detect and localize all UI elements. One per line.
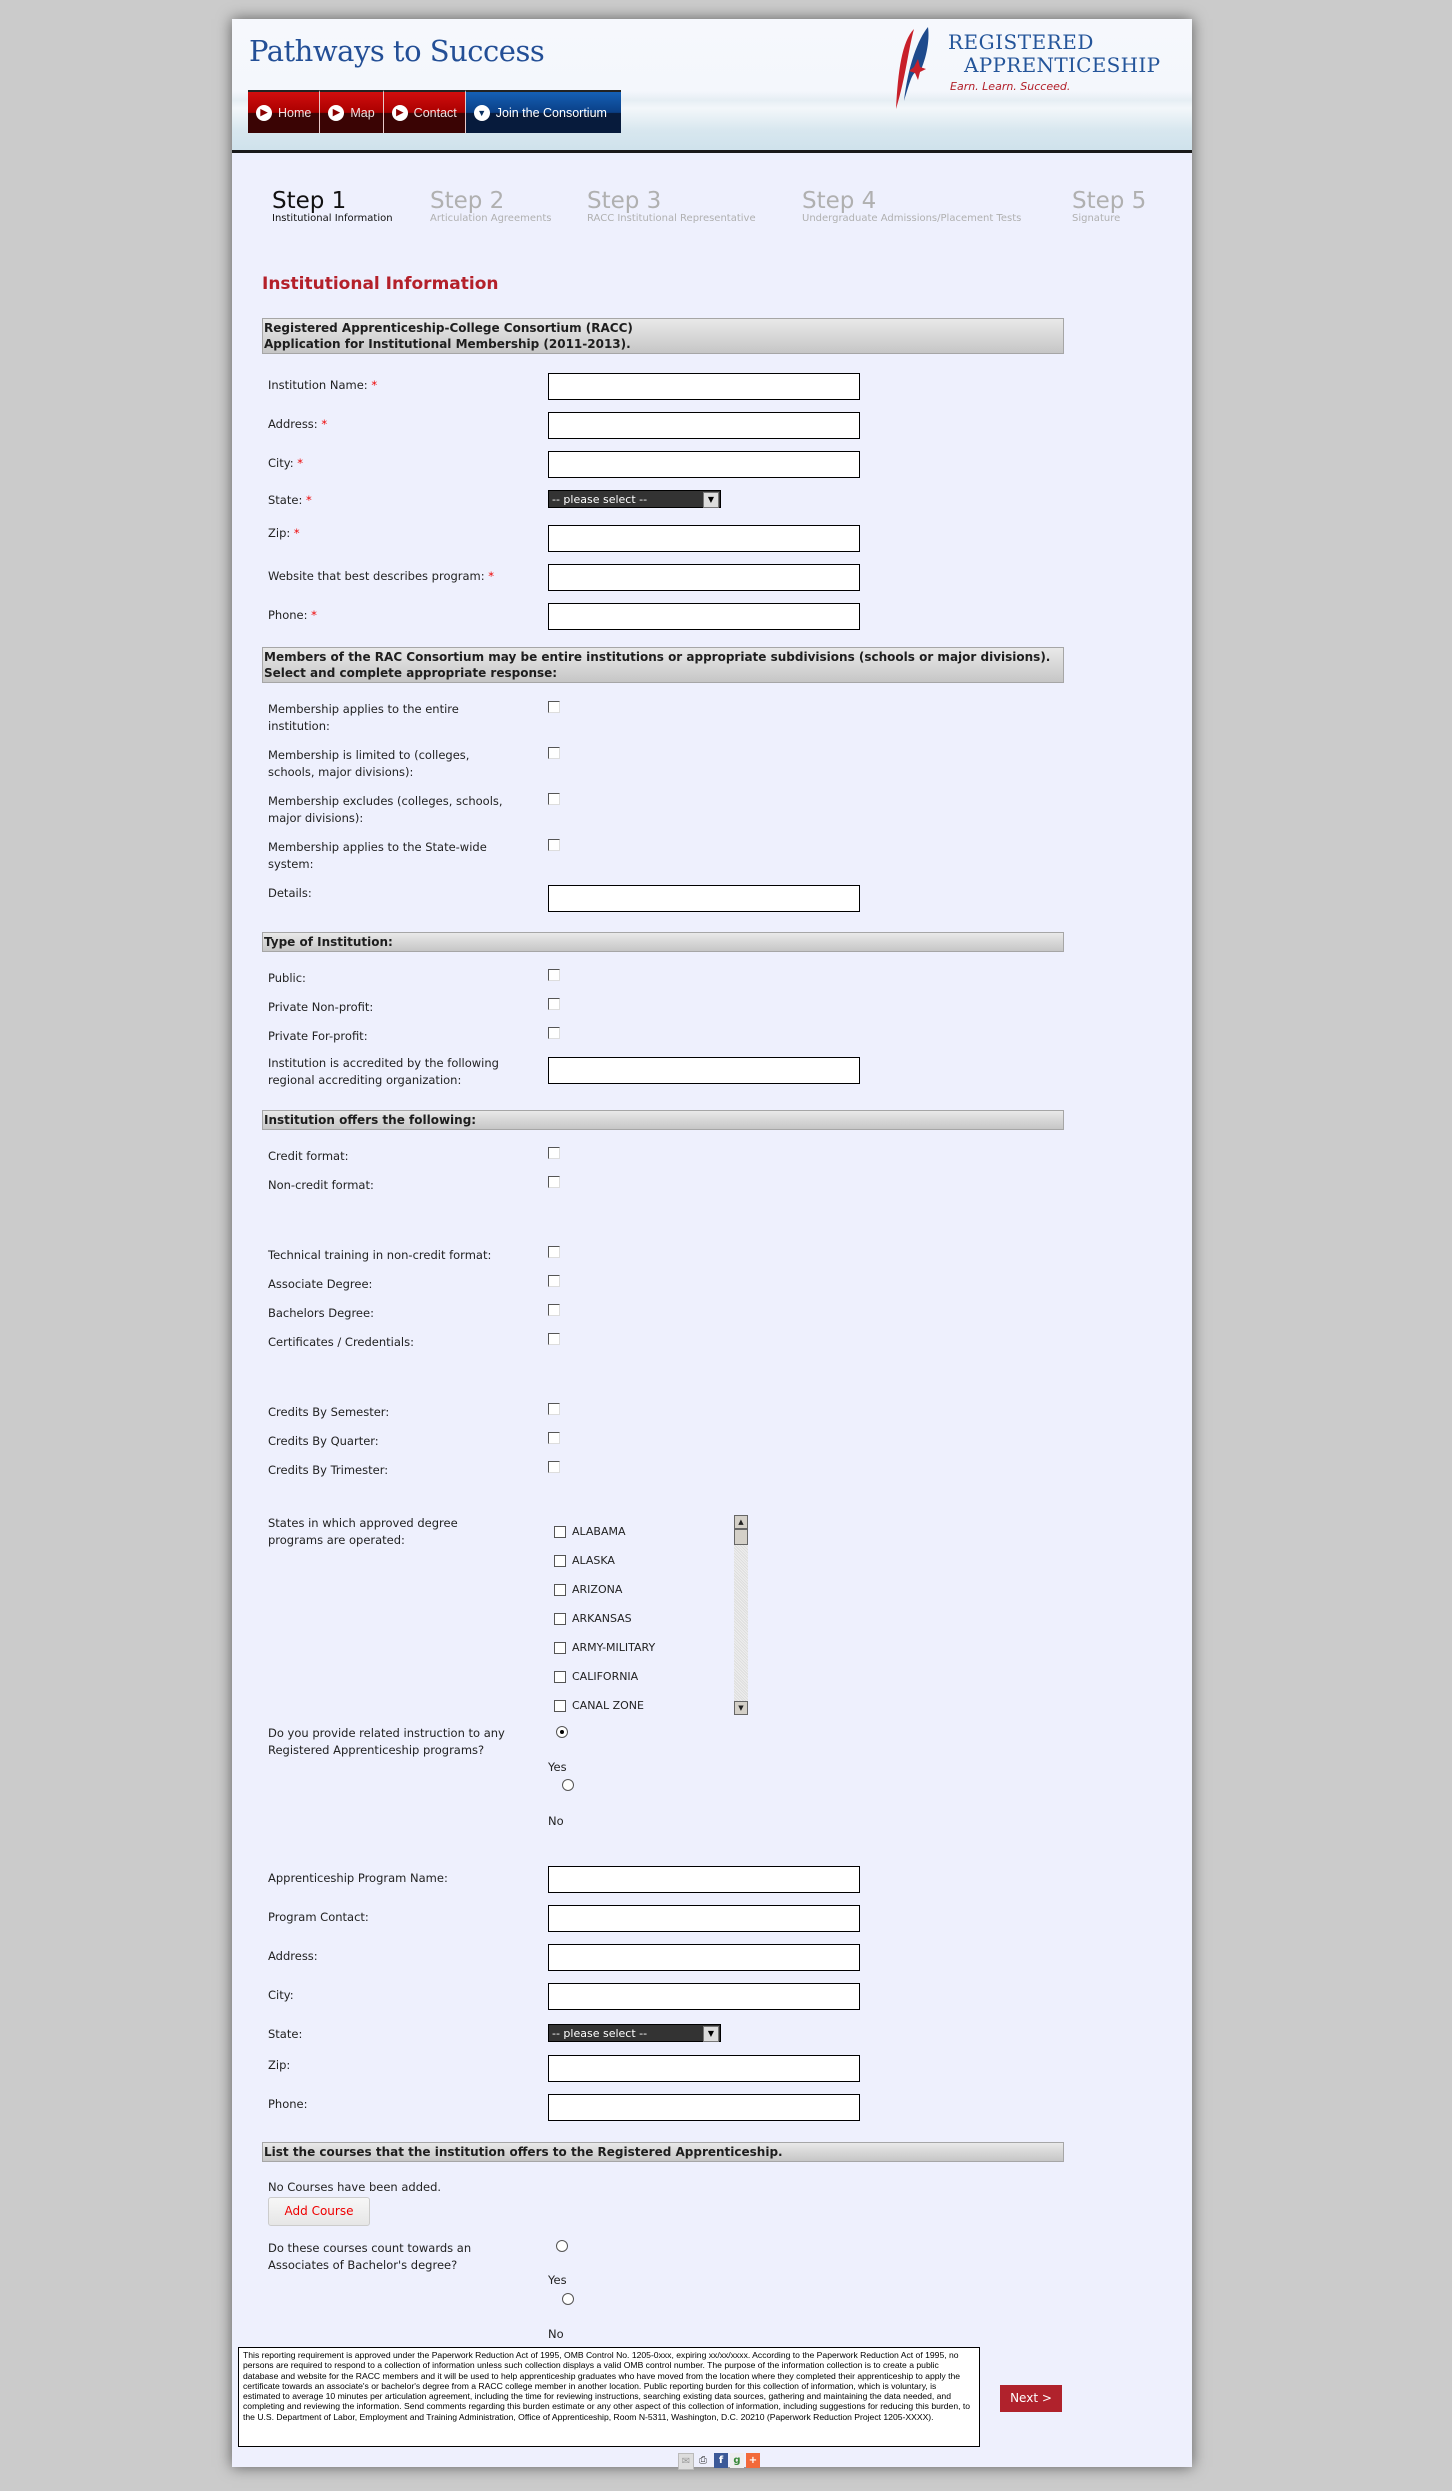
public-label: Public: [268, 971, 306, 985]
yes-label: Yes [548, 1760, 567, 1774]
technical-training-label: Technical training in non-credit format: [268, 1248, 492, 1262]
forprofit-label: Private For-profit: [268, 1029, 368, 1043]
chevron-down-icon: ▼ [703, 492, 719, 508]
degree-question-label: Do these courses count towards an Associates of Bachelor's degree? [268, 2241, 472, 2272]
membership-limited-label: Membership is limited to (colleges, schools, major divisions): [268, 748, 470, 779]
technical-training-checkbox[interactable] [548, 1246, 560, 1258]
nav-join-consortium[interactable] [466, 90, 621, 133]
public-checkbox[interactable] [548, 969, 560, 981]
accredited-input[interactable] [548, 1057, 860, 1084]
details-input[interactable] [548, 885, 860, 912]
state-option[interactable]: ALABAMA [554, 1525, 626, 1538]
circle-arrow-right-icon: ▶ [256, 105, 272, 121]
city-label: City: * [268, 456, 303, 470]
forprofit-checkbox[interactable] [548, 1027, 560, 1039]
step-title: Step 2 [430, 188, 505, 214]
circle-arrow-down-icon: ▼ [474, 105, 490, 121]
program-state-label: State: [268, 2027, 303, 2041]
website-input[interactable] [548, 564, 860, 591]
next-button[interactable]: Next > [1000, 2385, 1062, 2412]
website-label: Website that best describes program: * [268, 569, 495, 583]
membership-statewide-label: Membership applies to the State-wide system: [268, 840, 487, 871]
state-option[interactable]: CANAL ZONE [554, 1699, 644, 1712]
bachelors-degree-checkbox[interactable] [548, 1304, 560, 1316]
membership-entire-checkbox[interactable] [548, 701, 560, 713]
section-header-offers: Institution offers the following: [262, 1110, 1064, 1130]
state-option[interactable]: CALIFORNIA [554, 1670, 638, 1683]
program-contact-label: Program Contact: [268, 1910, 369, 1924]
section-header-application [262, 318, 1064, 354]
step-title: Step 5 [1072, 188, 1147, 214]
membership-limited-checkbox[interactable] [548, 747, 560, 759]
address-label: Address: * [268, 417, 328, 431]
program-phone-label: Phone: [268, 2097, 308, 2111]
city-input[interactable] [548, 451, 860, 478]
associate-degree-checkbox[interactable] [548, 1275, 560, 1287]
credits-trimester-checkbox[interactable] [548, 1461, 560, 1473]
membership-entire-label: Membership applies to the entire institution: [268, 702, 459, 733]
program-city-input[interactable] [548, 1983, 860, 2010]
checkbox[interactable] [554, 1613, 566, 1625]
related-instruction-yes-radio[interactable] [556, 1726, 568, 1738]
scroll-thumb[interactable] [734, 1529, 748, 1545]
google-icon[interactable]: g [730, 2453, 744, 2468]
credits-semester-label: Credits By Semester: [268, 1405, 390, 1419]
checkbox[interactable] [554, 1584, 566, 1596]
certificates-checkbox[interactable] [548, 1333, 560, 1345]
nav-contact[interactable] [384, 90, 466, 133]
facebook-icon[interactable]: f [714, 2453, 728, 2468]
logo-tagline: Earn. Learn. Succeed. [950, 80, 1071, 93]
checkbox[interactable] [554, 1642, 566, 1654]
scroll-up-icon[interactable]: ▲ [734, 1515, 748, 1529]
paperwork-disclaimer: This reporting requirement is approved under the Paperwork Reduction Act of 1995, OMB Control No. 1205-0xxx, expiring xx/xx/xxxx. According to the Paperwork Reduction Act of 1995, no persons are required to respond to a collection of information unless such collection displays a valid OMB control number. The purpose of the information collection is to create a public database and website for the RACC members and it will be used to help apprenticeship graduates who have moved from the location where they completed their apprenticeship to apply the certificate towards an associate's or bachelor's degree from a RACC college member in another location. Public reporting burden for this collection of information, which is voluntary, is estimated to average 10 minutes per articulation agreement, including the time for reviewing instructions, searching existing data sources, gathering and maintaining the data needed, and completing and reviewing the information. Send comments regarding this burden estimate or any other aspect of this collection of information, including suggestions for reducing this burden, to the U.S. Department of Labor, Employment and Training Administration, Office of Apprenticeship, Room N-5311, Washington, D.C. 20210 (Paperwork Reduction Project 1205-XXXX). [238, 2347, 980, 2447]
nav-label: Join the Consortium [495, 105, 607, 120]
step-5[interactable] [1072, 189, 1146, 224]
nav-label: Contact [413, 105, 457, 120]
phone-label: Phone: * [268, 608, 317, 622]
add-share-icon[interactable]: + [746, 2453, 760, 2468]
noncredit-format-checkbox[interactable] [548, 1176, 560, 1188]
required-mark: * [488, 569, 495, 583]
nav-home[interactable] [248, 90, 320, 133]
credits-quarter-label: Credits By Quarter: [268, 1434, 379, 1448]
credits-semester-checkbox[interactable] [548, 1403, 560, 1415]
program-address-input[interactable] [548, 1944, 860, 1971]
checkbox[interactable] [554, 1671, 566, 1683]
add-course-button[interactable]: Add Course [268, 2197, 370, 2226]
site-title[interactable]: Pathways to Success [249, 34, 545, 68]
noncredit-format-label: Non-credit format: [268, 1178, 374, 1192]
program-name-label: Apprenticeship Program Name: [268, 1871, 448, 1885]
degree-yes-radio[interactable] [556, 2240, 568, 2252]
state-label: State: * [268, 493, 312, 507]
email-icon[interactable]: ✉ [678, 2453, 694, 2470]
zip-input[interactable] [548, 525, 860, 552]
institution-name-label: Institution Name: * [268, 378, 378, 392]
credit-format-label: Credit format: [268, 1149, 349, 1163]
scrollbar[interactable] [734, 1515, 748, 1715]
step-4[interactable] [802, 189, 1021, 224]
section-header-courses: List the courses that the institution offers to the Registered Apprenticeship. [262, 2142, 1064, 2162]
credits-quarter-checkbox[interactable] [548, 1432, 560, 1444]
step-title: Step 4 [802, 188, 877, 214]
accredited-label: Institution is accredited by the following regional accrediting organization: [268, 1056, 499, 1087]
main-nav [248, 90, 621, 133]
step-3[interactable] [587, 189, 756, 224]
checkbox[interactable] [554, 1555, 566, 1567]
step-subtitle: RACC Institutional Representative [587, 213, 756, 224]
certificates-label: Certificates / Credentials: [268, 1335, 414, 1349]
states-label: States in which approved degree programs are operated: [268, 1516, 458, 1547]
membership-excludes-label: Membership excludes (colleges, schools, major divisions): [268, 794, 503, 825]
chevron-down-icon: ▼ [703, 2026, 719, 2042]
circle-arrow-right-icon: ▶ [328, 105, 344, 121]
program-phone-input[interactable] [548, 2094, 860, 2121]
bachelors-degree-label: Bachelors Degree: [268, 1306, 374, 1320]
step-title: Step 1 [272, 188, 347, 214]
state-option[interactable]: ARMY-MILITARY [554, 1641, 655, 1654]
membership-statewide-checkbox[interactable] [548, 839, 560, 851]
institution-name-input[interactable] [548, 373, 860, 400]
no-courses-text: No Courses have been added. [268, 2180, 442, 2194]
program-zip-label: Zip: [268, 2058, 291, 2072]
logo-text: REGISTERED [948, 30, 1094, 54]
page-heading: Institutional Information [262, 274, 499, 294]
step-subtitle: Articulation Agreements [430, 213, 552, 224]
step-subtitle: Institutional Information [272, 213, 393, 224]
program-state-select[interactable]: -- please select -- ▼ [548, 2024, 721, 2042]
section-header-membership: Members of the RAC Consortium may be entire institutions or appropriate subdivisions (schools or major divisions). Select and complete appropriate response: [262, 647, 1064, 683]
details-label: Details: [268, 886, 312, 900]
section-title: Application for Institutional Membership (2011-2013). [264, 337, 631, 351]
yes-label: Yes [548, 2273, 567, 2287]
zip-label: Zip: * [268, 526, 300, 540]
related-instruction-label: Do you provide related instruction to any Registered Apprenticeship programs? [268, 1726, 505, 1757]
state-option[interactable]: ALASKA [554, 1554, 615, 1567]
required-mark: * [311, 608, 317, 622]
required-mark: * [293, 526, 300, 540]
membership-excludes-checkbox[interactable] [548, 793, 560, 805]
circle-arrow-right-icon: ▶ [392, 105, 408, 121]
scroll-down-icon[interactable]: ▼ [734, 1701, 748, 1715]
section-title: Registered Apprenticeship-College Consortium (RACC) [264, 321, 633, 335]
section-header-type: Type of Institution: [262, 932, 1064, 952]
no-label: No [548, 2327, 564, 2341]
nav-label: Home [278, 105, 312, 120]
required-mark: * [321, 417, 328, 431]
page [232, 19, 1192, 2467]
step-title: Step 3 [587, 188, 662, 214]
required-mark: * [305, 493, 312, 507]
degree-no-radio[interactable] [562, 2293, 574, 2305]
address-input[interactable] [548, 412, 860, 439]
state-option[interactable]: ARKANSAS [554, 1612, 632, 1625]
credit-format-checkbox[interactable] [548, 1147, 560, 1159]
required-mark: * [371, 378, 378, 392]
program-address-label: Address: [268, 1949, 318, 1963]
print-icon[interactable]: ⎙ [699, 2455, 707, 2466]
state-option[interactable]: ARIZONA [554, 1583, 622, 1596]
nonprofit-checkbox[interactable] [548, 998, 560, 1010]
no-label: No [548, 1814, 564, 1828]
program-city-label: City: [268, 1988, 294, 2002]
state-select[interactable]: -- please select -- ▼ [548, 490, 721, 508]
states-checkbox-list[interactable] [548, 1515, 748, 1715]
program-name-input[interactable] [548, 1866, 860, 1893]
nonprofit-label: Private Non-profit: [268, 1000, 374, 1014]
header [232, 19, 1192, 153]
program-contact-input[interactable] [548, 1905, 860, 1932]
step-2[interactable] [430, 189, 551, 224]
required-mark: * [297, 456, 303, 470]
related-instruction-no-radio[interactable] [562, 1779, 574, 1791]
program-zip-input[interactable] [548, 2055, 860, 2082]
checkbox[interactable] [554, 1700, 566, 1712]
logo-text: APPRENTICESHIP [964, 53, 1161, 77]
checkbox[interactable] [554, 1526, 566, 1538]
registered-apprenticeship-logo-mark [890, 21, 950, 111]
step-subtitle: Undergraduate Admissions/Placement Tests [802, 213, 1022, 224]
nav-map[interactable] [320, 90, 383, 133]
credits-trimester-label: Credits By Trimester: [268, 1463, 389, 1477]
step-1[interactable] [272, 189, 393, 224]
phone-input[interactable] [548, 603, 860, 630]
associate-degree-label: Associate Degree: [268, 1277, 373, 1291]
step-subtitle: Signature [1072, 213, 1121, 224]
nav-label: Map [350, 105, 375, 120]
